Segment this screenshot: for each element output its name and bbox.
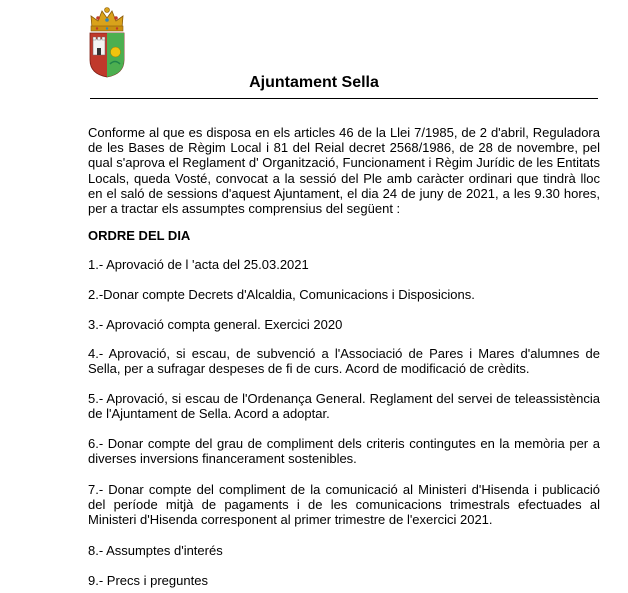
agenda-item-7: 7.- Donar compte del compliment de la comunicació al Ministeri d'Hisenda i publicació del període mitjà de pagaments i de les comunicacions trimestrals efectuades al Ministeri d'Hisenda corresponent al primer trimestre de l'exercici 2021. bbox=[88, 482, 600, 528]
agenda-item-5: 5.- Aprovació, si escau de l'Ordenança General. Reglament del servei de teleassistència de l'Ajuntament de Sella. Acord a adoptar. bbox=[88, 391, 600, 422]
intro-paragraph: Conforme al que es disposa en els articles 46 de la Llei 7/1985, de 2 d'abril, Reguladora de les Bases de Règim Local i 81 del Reial decret 2568/1986, de 28 de novembre, pel qual s'aprova el Reglament d' Organització, Funcionament i Règim Jurídic de les Entitats Locals, queda Vosté, convocat a la sessió del Ple amb caràcter ordinari que tindrà lloc en el saló de sessions d'aquest Ajuntament, el dia 24 de juny de 2021, a les 9.30 hores, per a tractar els assumptes comprensius del següent : bbox=[88, 125, 600, 217]
agenda-item-2: 2.-Donar compte Decrets d'Alcaldia, Comunicacions i Disposicions. bbox=[88, 287, 475, 302]
title-divider bbox=[90, 98, 598, 99]
agenda-item-3: 3.- Aprovació compta general. Exercici 2020 bbox=[88, 317, 343, 332]
agenda-item-9: 9.- Precs i preguntes bbox=[88, 573, 208, 588]
page-title: Ajuntament Sella bbox=[249, 74, 379, 91]
agenda-item-1: 1.- Aprovació de l 'acta del 25.03.2021 bbox=[88, 257, 309, 272]
agenda-item-4: 4.- Aprovació, si escau, de subvenció a l'Associació de Pares i Mares d'alumnes de Sella, per a sufragar despeses de fi de curs. Acord de modificació de crèdits. bbox=[88, 346, 600, 377]
coat-of-arms-icon bbox=[86, 6, 128, 78]
agenda-item-8: 8.- Assumptes d'interés bbox=[88, 543, 223, 558]
agenda-heading: ORDRE DEL DIA bbox=[88, 228, 191, 243]
agenda-item-6: 6.- Donar compte del grau de compliment dels criteris contingutes en la memòria per a diverses inversions financerament sostenibles. bbox=[88, 436, 600, 467]
